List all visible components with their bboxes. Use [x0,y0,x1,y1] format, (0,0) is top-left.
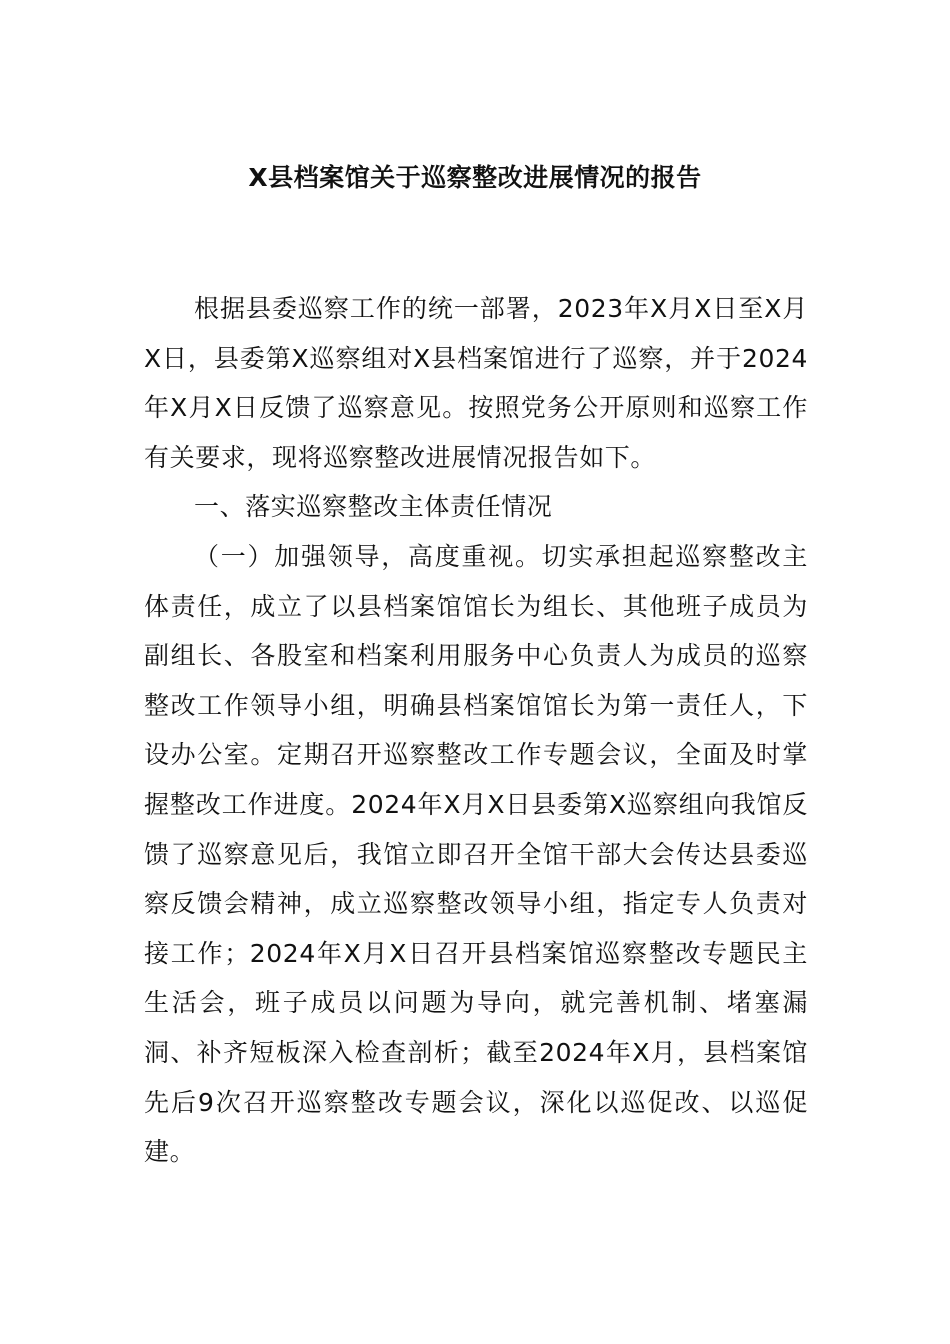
paragraph-intro: 根据县委巡察工作的统一部署，2023年X月X日至X月X日，县委第X巡察组对X县档案馆进行了巡察，并于2024年X月X日反馈了巡察意见。按照党务公开原则和巡察工作有关要求，现将巡察整改进展情况报告如下。 [144,294,808,472]
document-title: X县档案馆关于巡察整改进展情况的报告 [248,163,702,192]
document-body [144,284,808,1177]
paragraph-subsection-1: （一）加强领导，高度重视。切实承担起巡察整改主体责任，成立了以县档案馆馆长为组长、其他班子成员为副组长、各股室和档案利用服务中心负责人为成员的巡察整改工作领导小组，明确县档案馆馆长为第一责任人，下设办公室。定期召开巡察整改工作专题会议，全面及时掌握整改工作进度。2024年X月X日县委第X巡察组向我馆反馈了巡察意见后，我馆立即召开全馆干部大会传达县委巡察反馈会精神，成立巡察整改领导小组，指定专人负责对接工作；2024年X月X日召开县档案馆巡察整改专题民主生活会，班子成员以问题为导向，就完善机制、堵塞漏洞、补齐短板深入检查剖析；截至2024年X月，县档案馆先后9次召开巡察整改专题会议，深化以巡促改、以巡促建。 [144,541,808,1167]
section-heading: 一、落实巡察整改主体责任情况 [194,492,553,522]
